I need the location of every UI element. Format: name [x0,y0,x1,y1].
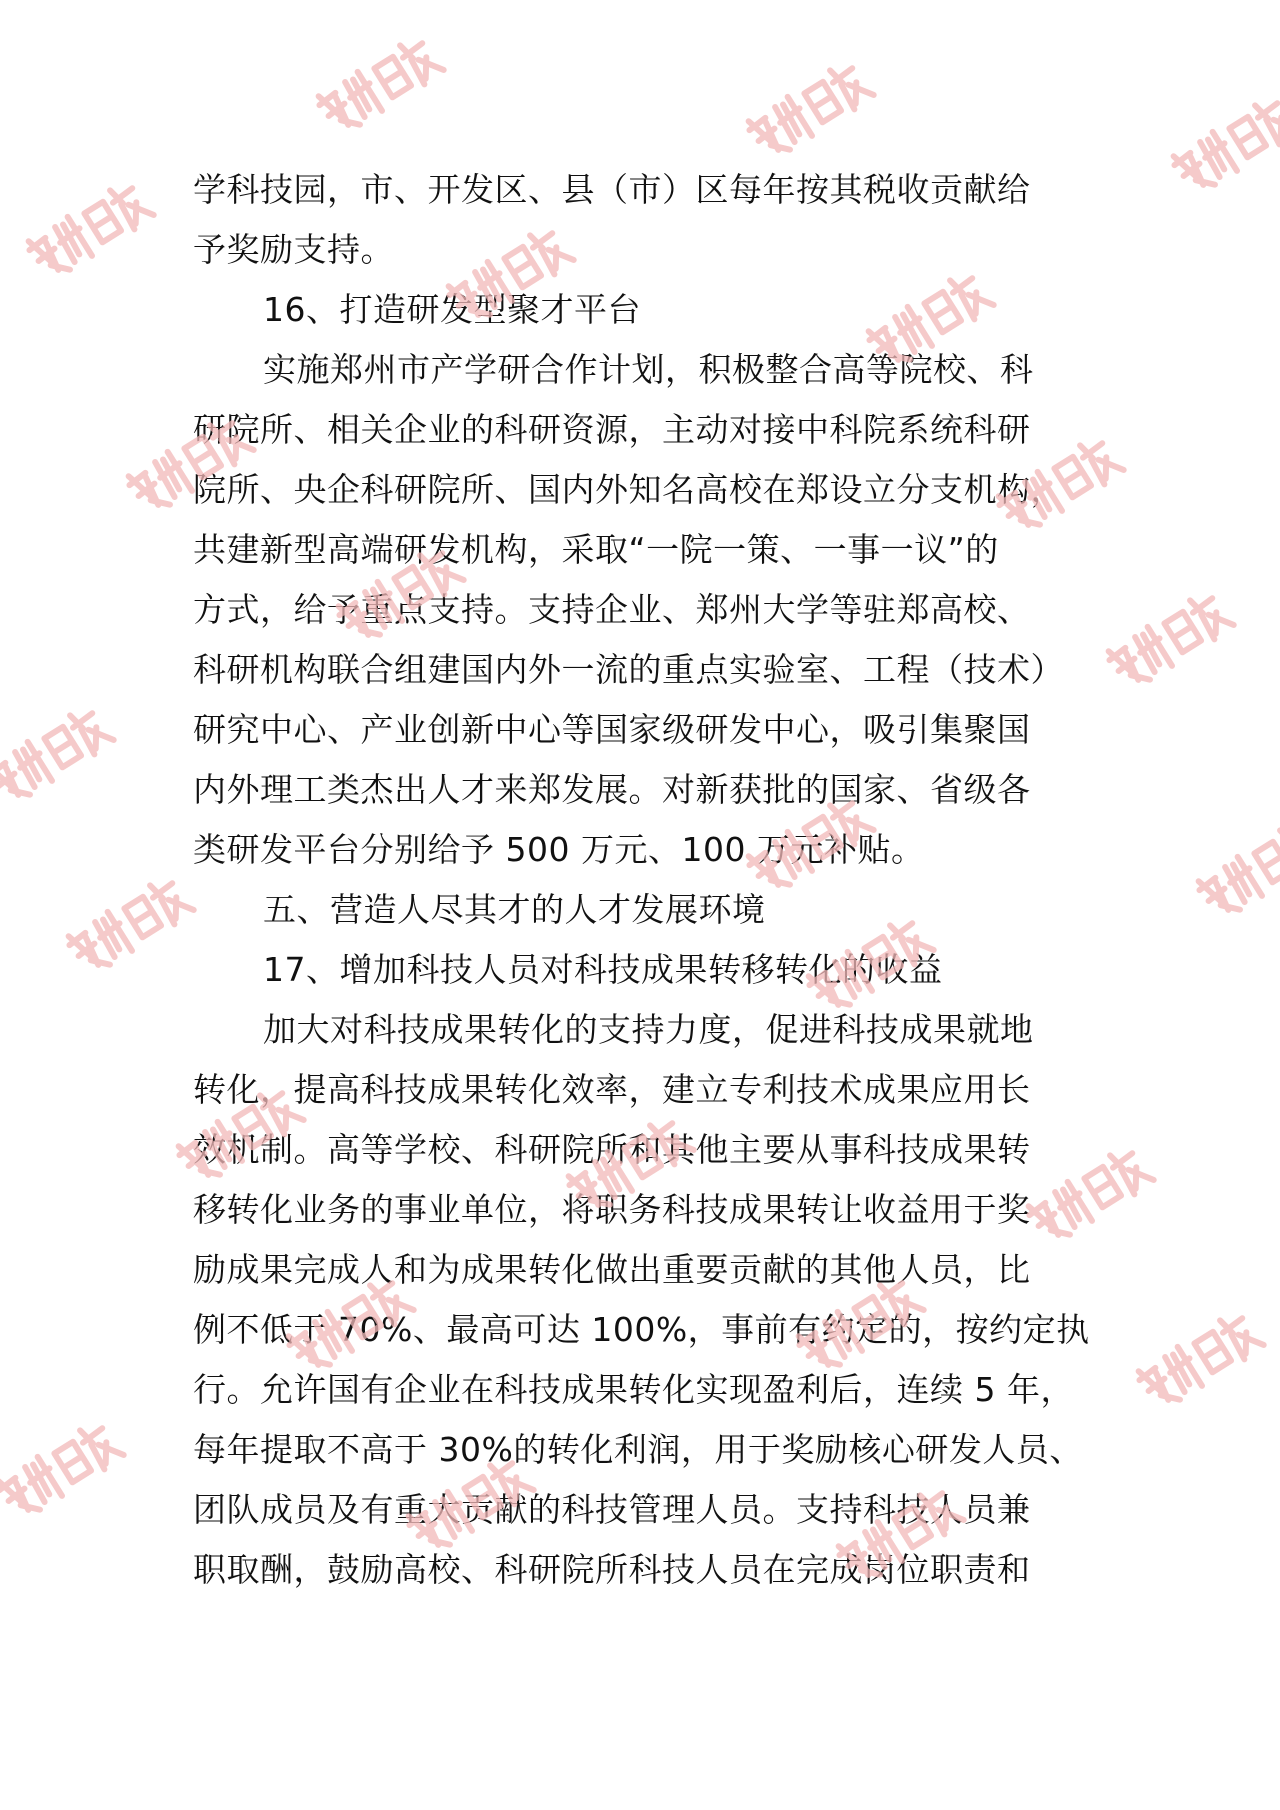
text-line: 效机制。高等学校、科研院所和其他主要从事科技成果转 [193,1130,1031,1169]
text-line: 内外理工类杰出人才来郑发展。对新获批的国家、省级各 [193,770,1031,809]
text-line: 共建新型高端研发机构，采取“一院一策、一事一议”的 [193,530,999,569]
text-line: 团队成员及有重大贡献的科技管理人员。支持科技人员兼 [193,1490,1031,1529]
text-line: 移转化业务的事业单位，将职务科技成果转让收益用于奖 [193,1190,1031,1229]
watermark-stamp [52,858,208,992]
watermark-stamp [1182,803,1280,937]
text-line: 院所、央企科研院所、国内外知名高校在郑设立分支机构， [193,470,1064,509]
text-line: 励成果完成人和为成果转化做出重要贡献的其他人员，比 [193,1250,1031,1289]
text-line: 行。允许国有企业在科技成果转化实现盈利后，连续 5 年， [193,1370,1074,1409]
watermark-stamp [1092,573,1248,707]
text-line: 方式，给予重点支持。支持企业、郑州大学等驻郑高校、 [193,590,1031,629]
section-heading: 16、打造研发型聚才平台 [263,290,641,329]
text-line: 类研发平台分别给予 500 万元、100 万元补贴。 [193,830,925,869]
text-line: 实施郑州市产学研合作计划，积极整合高等院校、科 [263,350,1034,389]
text-line: 研究中心、产业创新中心等国家级研发中心，吸引集聚国 [193,710,1031,749]
watermark-stamp [0,688,128,822]
watermark-stamp [732,43,888,177]
watermark-stamp [1157,78,1280,212]
text-line: 予奖励支持。 [193,230,394,269]
chapter-heading: 五、营造人尽其才的人才发展环境 [263,890,766,929]
text-line: 转化，提高科技成果转化效率，建立专利技术成果应用长 [193,1070,1031,1109]
watermark-stamp [12,163,168,297]
section-heading: 17、增加科技人员对科技成果转移转化的收益 [263,950,943,989]
text-line: 科研机构联合组建国内外一流的重点实验室、工程（技术） [193,650,1064,689]
text-line: 例不低于 70%、最高可达 100%，事前有约定的，按约定执 [193,1310,1090,1349]
watermark-stamp [302,18,458,152]
document-body [193,160,1090,1600]
text-line: 研院所、相关企业的科研资源，主动对接中科院系统科研 [193,410,1031,449]
text-line: 每年提取不高于 30%的转化利润，用于奖励核心研发人员、 [193,1430,1083,1469]
watermark-stamp [1122,1293,1278,1427]
text-line: 学科技园，市、开发区、县（市）区每年按其税收贡献给 [193,170,1031,209]
text-line: 职取酬，鼓励高校、科研院所科技人员在完成岗位职责和 [193,1550,1031,1589]
text-line: 加大对科技成果转化的支持力度，促进科技成果就地 [263,1010,1034,1049]
watermark-stamp [0,1403,138,1537]
